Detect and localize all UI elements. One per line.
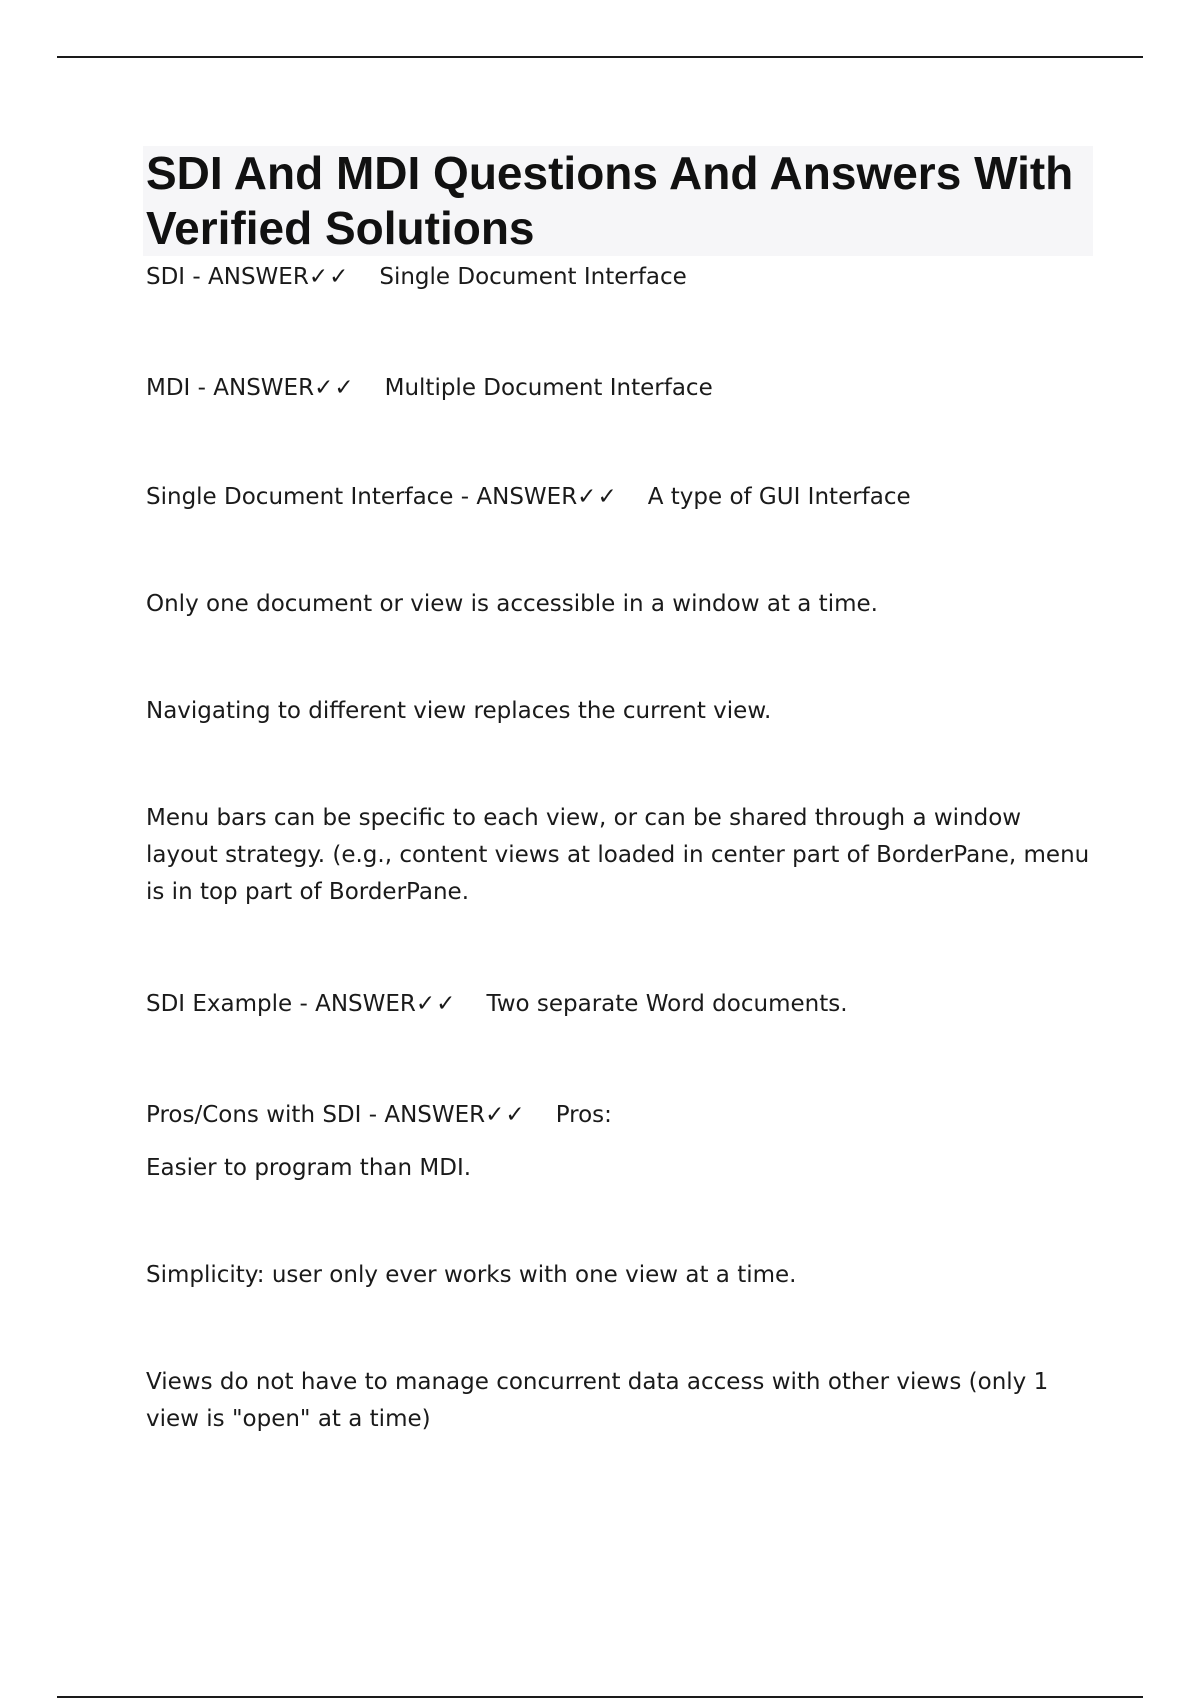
qa-item-pros-cons-sdi (146, 1097, 1096, 1134)
paragraph: Menu bars can be specific to each view, or can be shared through a window layout strategy. (e.g., content views at loaded in center part of BorderPane, menu is in top part of BorderPane. (146, 805, 1090, 905)
paragraph: Easier to program than MDI. (146, 1155, 472, 1181)
top-rule (57, 56, 1143, 58)
qa-item-sdi-example (146, 986, 1096, 1023)
answer-text: Two separate Word documents. (486, 991, 848, 1017)
qa-item-single-document-interface (146, 479, 1096, 516)
check-icon: ✓✓ (308, 264, 350, 290)
paragraph: Simplicity: user only ever works with one view at a time. (146, 1262, 797, 1288)
paragraph: Only one document or view is accessible in a window at a time. (146, 591, 878, 617)
question-text: Pros/Cons with SDI - ANSWER (146, 1102, 486, 1128)
answer-text: Multiple Document Interface (384, 375, 713, 401)
bottom-rule (57, 1696, 1143, 1698)
page-title: SDI And MDI Questions And Answers With Verified Solutions (146, 147, 1074, 254)
question-text: Single Document Interface - ANSWER (146, 484, 578, 510)
question-text: SDI - ANSWER (146, 264, 309, 290)
check-icon: ✓✓ (485, 1102, 526, 1128)
check-icon: ✓✓ (314, 375, 355, 401)
check-icon: ✓✓ (577, 484, 618, 510)
paragraph: Navigating to different view replaces the current view. (146, 698, 772, 724)
answer-text: A type of GUI Interface (647, 484, 911, 510)
qa-item-mdi (146, 370, 1096, 407)
question-text: MDI - ANSWER (146, 375, 315, 401)
answer-text: Pros: (555, 1102, 612, 1128)
check-icon: ✓✓ (415, 991, 457, 1017)
qa-item-sdi (146, 259, 1096, 296)
paragraph: Views do not have to manage concurrent data access with other views (only 1 view is "open" at a time) (146, 1369, 1049, 1432)
answer-text: Single Document Interface (379, 264, 687, 290)
question-text: SDI Example - ANSWER (146, 991, 416, 1017)
